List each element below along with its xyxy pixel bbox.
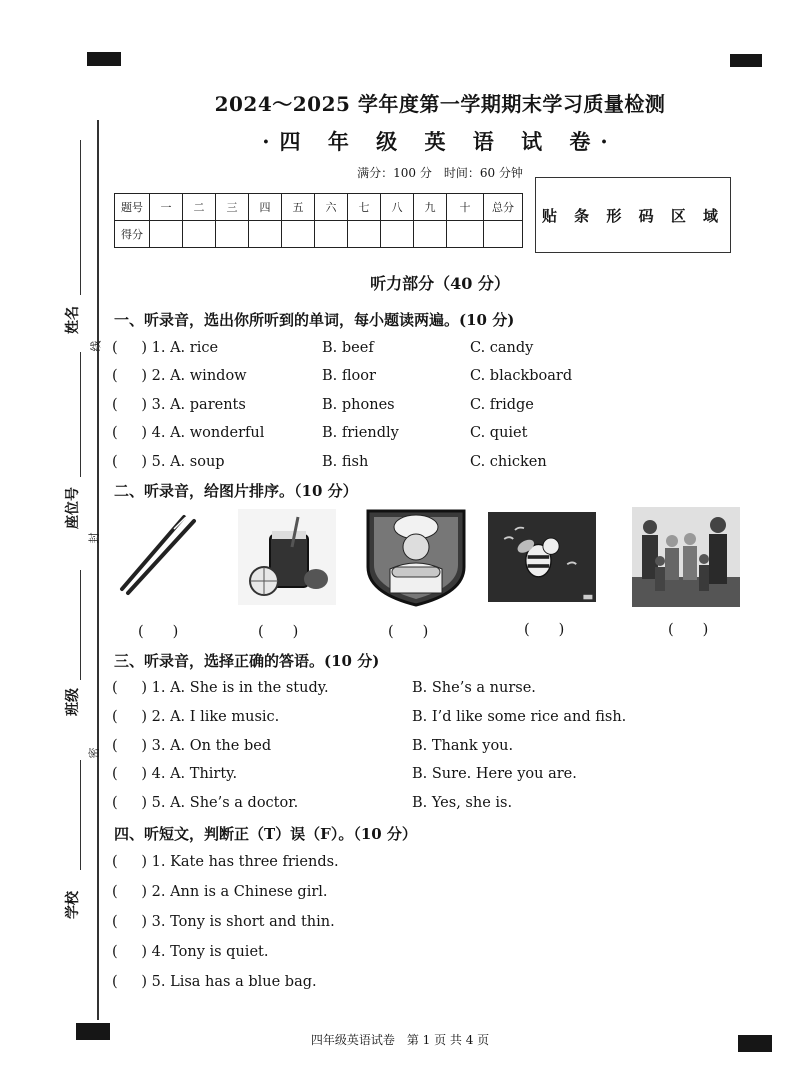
section-4-item	[112, 941, 512, 963]
binding-line	[97, 120, 99, 1020]
chopsticks-icon	[114, 507, 222, 607]
option-a: ( ) 4. A. Thirty.	[112, 766, 238, 782]
score-cell: 得分	[115, 221, 150, 248]
item-question: ( ) 3. A. parents	[112, 397, 246, 413]
score-input-cell[interactable]	[150, 221, 183, 248]
score-input-cell[interactable]	[348, 221, 381, 248]
section-4-title: 四、听短文，判断正（T）误（F）。（10 分）	[114, 825, 417, 843]
section-3-title: 三、听录音，选择正确的答语。(10 分)	[114, 652, 380, 670]
registration-mark-bottom-left	[76, 1023, 110, 1040]
item-question: ( ) 1. A. rice	[112, 340, 219, 356]
section-3-item	[112, 763, 632, 785]
section-1-item	[112, 451, 572, 473]
option-c: C. candy	[470, 340, 534, 356]
score-input-cell[interactable]	[282, 221, 315, 248]
registration-mark-top-left	[87, 52, 121, 66]
score-cell: 六	[315, 194, 348, 221]
score-cell: 总分	[484, 194, 523, 221]
cut-mark-1: 线	[89, 340, 103, 352]
option-b: B. floor	[322, 368, 376, 384]
section-4-item	[112, 851, 512, 873]
bee-icon	[488, 507, 596, 607]
class-label: 班级	[65, 688, 81, 716]
score-table-header-row	[115, 194, 523, 221]
exam-title: 2024～2025 学年度第一学期期末学习质量检测	[214, 92, 666, 116]
option-b: B. Sure. Here you are.	[412, 766, 577, 782]
score-cell: 二	[183, 194, 216, 221]
option-b: B. Thank you.	[412, 738, 514, 754]
score-input-cell[interactable]	[315, 221, 348, 248]
score-input-cell[interactable]	[414, 221, 447, 248]
section-3-item	[112, 735, 632, 757]
statement: ( ) 2. Ann is a Chinese girl.	[112, 884, 328, 900]
section-4-item	[112, 911, 512, 933]
item-question: ( ) 4. A. wonderful	[112, 425, 265, 441]
statement: ( ) 1. Kate has three friends.	[112, 854, 339, 870]
score-table	[114, 193, 523, 248]
option-c: C. blackboard	[470, 368, 573, 384]
option-a: ( ) 2. A. I like music.	[112, 709, 280, 725]
answer-blank[interactable]: ( )	[388, 624, 429, 640]
score-input-cell[interactable]	[249, 221, 282, 248]
section-1-item	[112, 394, 572, 416]
option-c: C. fridge	[470, 397, 534, 413]
option-c: C. quiet	[470, 425, 528, 441]
option-b: B. Yes, she is.	[412, 795, 513, 811]
score-cell: 五	[282, 194, 315, 221]
school-underline	[80, 760, 81, 870]
option-c: C. chicken	[470, 454, 547, 470]
section-1-item	[112, 422, 572, 444]
option-b: B. beef	[322, 340, 374, 356]
chef-icon	[362, 507, 470, 607]
score-cell: 八	[381, 194, 414, 221]
score-input-cell[interactable]	[447, 221, 484, 248]
answer-blank[interactable]: ( )	[138, 624, 179, 640]
class-underline	[80, 570, 81, 680]
section-1-item	[112, 365, 572, 387]
score-cell: 一	[150, 194, 183, 221]
score-table-score-row	[115, 221, 523, 248]
page-footer: 四年级英语试卷 第 1 页 共 4 页	[310, 1033, 490, 1047]
section-1-item	[112, 337, 572, 359]
score-cell: 十	[447, 194, 484, 221]
score-input-cell[interactable]	[183, 221, 216, 248]
registration-mark-bottom-right	[738, 1035, 772, 1052]
exam-meta: 满分：100 分 时间：60 分钟	[357, 166, 523, 180]
option-b: B. friendly	[322, 425, 399, 441]
score-cell: 三	[216, 194, 249, 221]
item-question: ( ) 2. A. window	[112, 368, 247, 384]
section-4-item	[112, 971, 512, 993]
score-cell: 七	[348, 194, 381, 221]
answer-blank[interactable]: ( )	[258, 624, 299, 640]
section-3-item	[112, 677, 632, 699]
section-2-title: 二、听录音，给图片排序。（10 分）	[114, 482, 358, 500]
seat-underline	[80, 352, 81, 477]
option-b: B. fish	[322, 454, 369, 470]
score-input-cell[interactable]	[381, 221, 414, 248]
cut-mark-2: 封	[87, 532, 101, 544]
name-underline	[80, 140, 81, 295]
score-cell: 题号	[115, 194, 150, 221]
section-1-title: 一、听录音，选出你所听到的单词，每小题读两遍。(10 分)	[114, 311, 515, 329]
statement: ( ) 4. Tony is quiet.	[112, 944, 269, 960]
listening-section-title: 听力部分（40 分）	[370, 274, 510, 293]
registration-mark-top-right	[730, 54, 762, 67]
score-cell: 九	[414, 194, 447, 221]
juice-icon	[234, 507, 342, 607]
section-3-item	[112, 706, 632, 728]
option-b: B. I’d like some rice and fish.	[412, 709, 627, 725]
statement: ( ) 3. Tony is short and thin.	[112, 914, 335, 930]
seat-label: 座位号	[65, 487, 81, 529]
score-cell: 四	[249, 194, 282, 221]
option-a: ( ) 3. A. On the bed	[112, 738, 272, 754]
option-b: B. phones	[322, 397, 395, 413]
name-label: 姓名	[65, 306, 81, 334]
cut-mark-3: 密	[87, 747, 101, 759]
section-4-item	[112, 881, 512, 903]
statement: ( ) 5. Lisa has a blue bag.	[112, 974, 317, 990]
family-icon	[632, 507, 740, 607]
answer-blank[interactable]: ( )	[668, 622, 709, 638]
score-input-cell[interactable]	[216, 221, 249, 248]
score-input-cell[interactable]	[484, 221, 523, 248]
exam-subtitle: ·四 年 级 英 语 试 卷·	[262, 129, 618, 154]
option-b: B. She’s a nurse.	[412, 680, 536, 696]
section-3-item	[112, 792, 632, 814]
option-a: ( ) 1. A. She is in the study.	[112, 680, 329, 696]
item-question: ( ) 5. A. soup	[112, 454, 225, 470]
option-a: ( ) 5. A. She’s a doctor.	[112, 795, 299, 811]
school-label: 学校	[65, 891, 81, 919]
barcode-area: 贴 条 形 码 区 域	[535, 177, 731, 253]
answer-blank[interactable]: ( )	[524, 622, 565, 638]
